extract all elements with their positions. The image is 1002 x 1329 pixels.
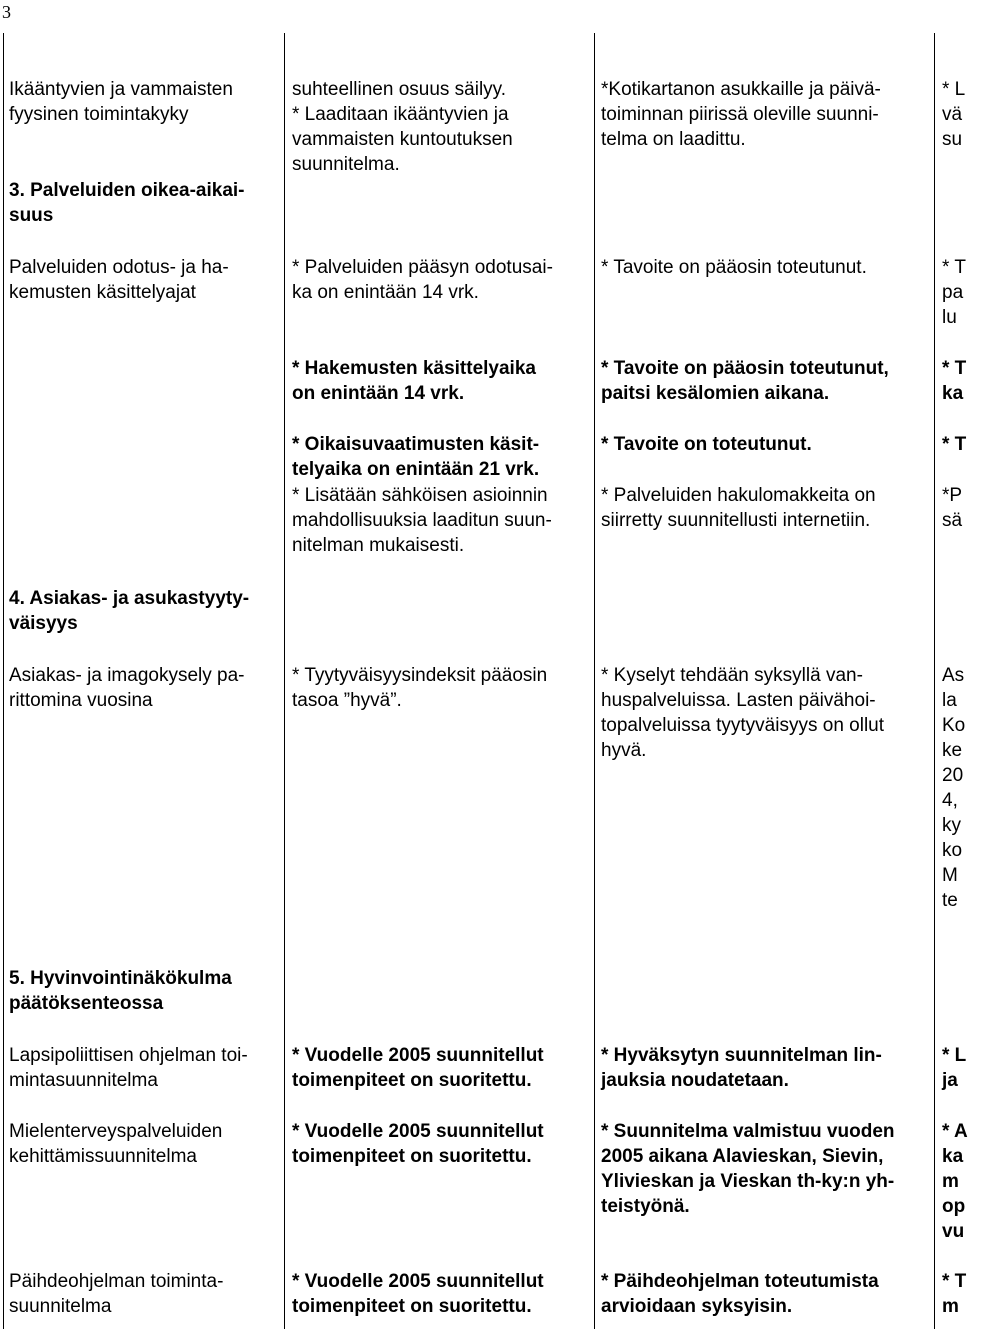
target-cell: * Lisätään sähköisen asioinnin mahdollisuuksia laaditun suun- nitelman mukaisesti. — [292, 485, 552, 556]
outcome-cell: * Palveluiden hakulomakkeita on siirretty suunnitellusti internetiin. — [601, 485, 876, 531]
next-column-cell: * T pa lu — [942, 257, 966, 328]
next-column-cell: * T m — [942, 1271, 967, 1317]
next-column-cell: * A ka m op vu — [942, 1121, 968, 1242]
target-cell: * Vuodelle 2005 suunnitellut toimenpiteet on suoritettu. — [292, 1271, 544, 1317]
outcome-cell: *Kotikartanon asukkaille ja päivä- toiminnan piirissä oleville suunni- telma on laadittu. — [601, 79, 881, 150]
outcome-cell: * Tavoite on toteutunut. — [601, 434, 812, 455]
indicator-cell: 4. Asiakas- ja asukastyyty- väisyys — [9, 588, 250, 634]
target-cell: * Vuodelle 2005 suunnitellut toimenpiteet on suoritettu. — [292, 1045, 544, 1091]
indicator-cell: Asiakas- ja imagokysely pa- rittomina vuosina — [9, 665, 245, 711]
target-cell: * Oikaisuvaatimusten käsit- telyaika on enintään 21 vrk. — [292, 434, 540, 480]
indicator-cell: Ikääntyvien ja vammaisten fyysinen toimintakyky — [9, 79, 233, 125]
outcome-cell: * Hyväksytyn suunnitelman lin- jauksia noudatetaan. — [601, 1045, 882, 1091]
target-cell: * Palveluiden pääsyn odotusai- ka on enintään 14 vrk. — [292, 257, 553, 303]
next-column-cell: * L ja — [942, 1045, 967, 1091]
next-column-cell: * L vä su — [942, 79, 966, 150]
column-divider — [284, 33, 285, 1329]
outcome-cell: * Päihdeohjelman toteutumista arvioidaan syksyisin. — [601, 1271, 879, 1317]
outcome-cell: * Suunnitelma valmistuu vuoden 2005 aikana Alavieskan, Sievin, Ylivieskan ja Vieskan th-ky:n yh- teistyönä. — [601, 1121, 895, 1217]
target-cell: * Vuodelle 2005 suunnitellut toimenpiteet on suoritettu. — [292, 1121, 544, 1167]
target-cell: * Tyytyväisyysindeksit pääosin tasoa ”hyvä”. — [292, 665, 548, 711]
indicator-cell: 3. Palveluiden oikea-aikai- suus — [9, 180, 245, 226]
indicator-cell: Palveluiden odotus- ja ha- kemusten käsittelyajat — [9, 257, 229, 303]
outcome-cell: * Tavoite on pääosin toteutunut. — [601, 257, 867, 278]
page-number: 3 — [2, 2, 11, 22]
next-column-cell: *P sä — [942, 485, 963, 531]
indicator-cell: Lapsipoliittisen ohjelman toi- mintasuunnitelma — [9, 1045, 248, 1091]
indicator-cell: Mielenterveyspalveluiden kehittämissuunnitelma — [9, 1121, 223, 1167]
indicator-cell: Päihdeohjelman toiminta- suunnitelma — [9, 1271, 224, 1317]
next-column-cell: * T — [942, 434, 967, 455]
target-cell: * Hakemusten käsittelyaika on enintään 14 vrk. — [292, 358, 536, 404]
target-cell: suhteellinen osuus säilyy. * Laaditaan ikääntyvien ja vammaisten kuntoutuksen suunnitelma. — [292, 79, 513, 175]
indicator-cell: 5. Hyvinvointinäkökulma päätöksenteossa — [9, 968, 232, 1014]
next-column-cell: * T ka — [942, 358, 967, 404]
outcome-cell: * Kyselyt tehdään syksyllä van- huspalveluissa. Lasten päivähoi- topalveluissa tyytyväisyys on ollut hyvä. — [601, 665, 885, 761]
outcome-cell: * Tavoite on pääosin toteutunut, paitsi kesälomien aikana. — [601, 358, 889, 404]
table-border-left — [3, 33, 4, 1329]
column-divider — [594, 33, 595, 1329]
next-column-cell: As la Ko ke 20 4, ky ko M te — [942, 665, 966, 911]
